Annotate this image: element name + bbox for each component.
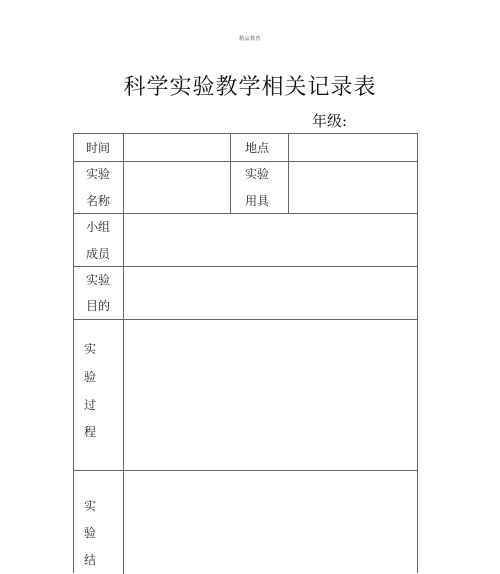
- location-label: 地点: [245, 141, 270, 155]
- equipment-label-line2: 用具: [245, 194, 270, 208]
- document-title: 科学实验教学相关记录表: [123, 75, 377, 100]
- record-table: [73, 133, 418, 573]
- experiment-process-char-1: 实: [84, 342, 97, 356]
- experiment-name-label-line1: 实验: [86, 167, 111, 181]
- grade-label: 年级:: [312, 112, 348, 130]
- column-divider: [230, 134, 231, 213]
- time-label: 时间: [86, 141, 111, 155]
- row-divider: [74, 161, 417, 162]
- experiment-process-char-4: 程: [84, 425, 97, 439]
- experiment-result-char-3: 结: [84, 553, 97, 567]
- header-tag: 精品教育: [238, 36, 261, 42]
- row-divider: [74, 319, 417, 320]
- experiment-result-char-2: 验: [84, 526, 97, 540]
- experiment-purpose-label-line2: 目的: [86, 299, 111, 313]
- column-divider: [288, 134, 289, 213]
- group-members-label-line1: 小组: [86, 220, 111, 234]
- group-members-label-line2: 成员: [86, 247, 111, 261]
- experiment-name-label-line2: 名称: [86, 194, 111, 208]
- row-divider: [74, 470, 417, 471]
- row-divider: [74, 266, 417, 267]
- column-divider: [123, 134, 124, 574]
- row-divider: [74, 213, 417, 214]
- equipment-label-line1: 实验: [245, 167, 270, 181]
- experiment-purpose-label-line1: 实验: [86, 273, 111, 287]
- experiment-process-char-2: 验: [84, 370, 97, 384]
- experiment-process-char-3: 过: [84, 398, 97, 412]
- experiment-result-char-1: 实: [84, 499, 97, 513]
